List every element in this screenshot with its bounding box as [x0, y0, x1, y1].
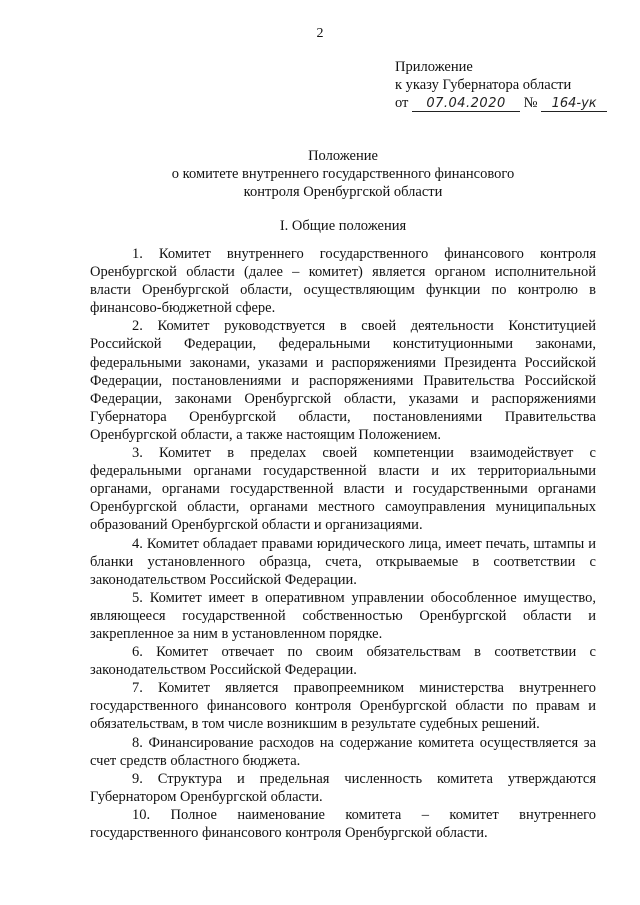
paragraph-9: 9. Структура и предельная численность комитета утверждаются Губернатором Оренбургской области. — [90, 770, 596, 805]
appendix-reference: к указу Губернатора области — [395, 77, 572, 93]
number-prefix: № — [523, 95, 538, 111]
title-line-1: Положение — [308, 148, 378, 164]
paragraph-7: 7. Комитет является правопреемником министерства внутреннего государственного финансового контроля Оренбургской области по правам и обязательствам, в том числе возникшим в результате судебных решений. — [90, 680, 596, 733]
paragraph-5: 5. Комитет имеет в оперативном управлении обособленное имущество, являющееся государственной собственностью Оренбургской области и закрепленное за ним в установленном порядке. — [90, 589, 596, 642]
page-number: 2 — [316, 26, 324, 41]
title-line-2: о комитете внутреннего государственного финансового — [171, 166, 515, 182]
section-heading: I. Общие положения — [279, 218, 407, 234]
appendix-date-line — [395, 94, 607, 112]
document-body — [90, 245, 596, 842]
paragraph-10: 10. Полное наименование комитета – комитет внутреннего государственного финансового контроля Оренбургской области. — [90, 806, 596, 841]
paragraph-3: 3. Комитет в пределах своей компетенции взаимодействует с федеральными органами государственной власти и их территориальными органами, органами государственной власти и государственными органами Оренбургской области, органами местного самоуправления муниципальных образований Оренбургской области и организациями. — [90, 445, 596, 534]
paragraph-8: 8. Финансирование расходов на содержание комитета осуществляется за счет средств областного бюджета. — [90, 734, 596, 769]
paragraph-6: 6. Комитет отвечает по своим обязательствам в соответствии с законодательством Российской Федерации. — [90, 644, 596, 679]
document-title — [90, 147, 596, 201]
paragraph-2: 2. Комитет руководствуется в своей деятельности Конституцией Российской Федерации, федеральными конституционными законами, федеральными законами, указами и распоряжениями Президента Российской Федерации, постановлениями и распоряжениями Правительства Российской Федерации, законами Оренбургской области, указами и распоряжениями Губернатора Оренбургской области, постановлениями Правительства Оренбургской области, а также настоящим Положением. — [90, 318, 596, 443]
appendix-header — [395, 58, 607, 112]
title-line-3: контроля Оренбургской области — [243, 184, 443, 200]
paragraph-1: 1. Комитет внутреннего государственного финансового контроля Оренбургской области (далее – комитет) является органом исполнительной власти Оренбургской области, осуществляющим функции по контролю в финансово-бюджетной сфере. — [90, 246, 596, 317]
paragraph-4: 4. Комитет обладает правами юридического лица, имеет печать, штампы и бланки установленного образца, счета, открываемые в соответствии с законодательством Российской Федерации. — [90, 535, 596, 588]
appendix-label: Приложение — [395, 59, 473, 75]
date-prefix: от — [395, 95, 409, 111]
handwritten-number: 164-ук — [541, 96, 607, 112]
handwritten-date: 07.04.2020 — [412, 96, 520, 112]
